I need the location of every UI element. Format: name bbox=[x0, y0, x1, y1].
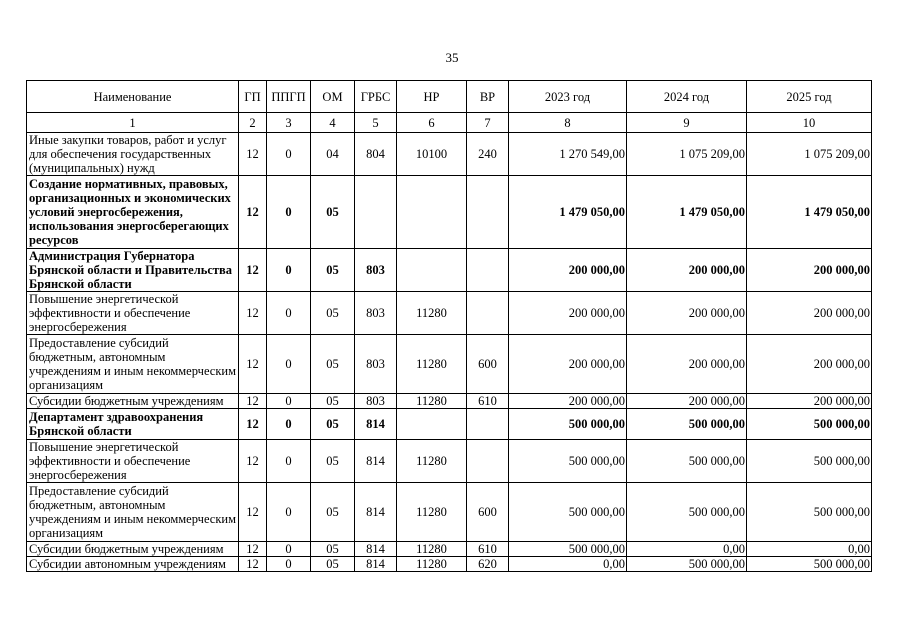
row-vr-cell bbox=[467, 440, 509, 483]
row-vr-cell bbox=[467, 249, 509, 292]
row-ppgp-cell: 0 bbox=[267, 176, 311, 249]
table-row bbox=[27, 409, 872, 440]
row-gp-cell: 12 bbox=[239, 394, 267, 409]
row-nr-cell: 11280 bbox=[397, 557, 467, 572]
column-number: 1 bbox=[27, 113, 239, 133]
row-grbs-cell: 803 bbox=[355, 292, 397, 335]
column-header-ppgp: ППГП bbox=[267, 81, 311, 113]
row-name-cell: Иные закупки товаров, работ и услуг для обеспечения государственных (муниципальных) нужд bbox=[27, 133, 239, 176]
row-ppgp-cell: 0 bbox=[267, 483, 311, 542]
column-header-2024: 2024 год bbox=[627, 81, 747, 113]
row-gp-cell: 12 bbox=[239, 409, 267, 440]
column-number: 5 bbox=[355, 113, 397, 133]
row-nr-cell bbox=[397, 176, 467, 249]
row-grbs-cell: 814 bbox=[355, 557, 397, 572]
row-vr-cell: 610 bbox=[467, 394, 509, 409]
table-row bbox=[27, 249, 872, 292]
row-nr-cell: 11280 bbox=[397, 440, 467, 483]
row-grbs-cell: 814 bbox=[355, 440, 397, 483]
row-ppgp-cell: 0 bbox=[267, 249, 311, 292]
row-2023-amount: 200 000,00 bbox=[509, 249, 627, 292]
row-om-cell: 05 bbox=[311, 483, 355, 542]
row-vr-cell bbox=[467, 292, 509, 335]
row-2024-amount: 200 000,00 bbox=[627, 249, 747, 292]
row-grbs-cell bbox=[355, 176, 397, 249]
row-2024-amount: 1 479 050,00 bbox=[627, 176, 747, 249]
row-vr-cell: 240 bbox=[467, 133, 509, 176]
column-number-row bbox=[27, 113, 872, 133]
row-om-cell: 05 bbox=[311, 557, 355, 572]
row-gp-cell: 12 bbox=[239, 249, 267, 292]
column-header-vr: ВР bbox=[467, 81, 509, 113]
row-ppgp-cell: 0 bbox=[267, 409, 311, 440]
row-2024-amount: 200 000,00 bbox=[627, 292, 747, 335]
row-grbs-cell: 814 bbox=[355, 409, 397, 440]
row-2023-amount: 1 270 549,00 bbox=[509, 133, 627, 176]
row-ppgp-cell: 0 bbox=[267, 292, 311, 335]
table-row bbox=[27, 292, 872, 335]
row-ppgp-cell: 0 bbox=[267, 133, 311, 176]
row-2025-amount: 500 000,00 bbox=[747, 440, 872, 483]
row-2023-amount: 500 000,00 bbox=[509, 440, 627, 483]
column-number: 6 bbox=[397, 113, 467, 133]
page-number: 35 bbox=[445, 50, 459, 65]
row-2023-amount: 500 000,00 bbox=[509, 542, 627, 557]
row-2025-amount: 200 000,00 bbox=[747, 394, 872, 409]
row-gp-cell: 12 bbox=[239, 542, 267, 557]
row-2024-amount: 500 000,00 bbox=[627, 440, 747, 483]
row-nr-cell bbox=[397, 249, 467, 292]
row-2024-amount: 500 000,00 bbox=[627, 557, 747, 572]
row-grbs-cell: 803 bbox=[355, 335, 397, 394]
row-name-cell: Повышение энергетической эффективности и обеспечение энергосбережения bbox=[27, 440, 239, 483]
row-vr-cell: 610 bbox=[467, 542, 509, 557]
budget-table bbox=[26, 80, 872, 572]
row-nr-cell: 11280 bbox=[397, 542, 467, 557]
column-number: 3 bbox=[267, 113, 311, 133]
row-ppgp-cell: 0 bbox=[267, 440, 311, 483]
column-header-2025: 2025 год bbox=[747, 81, 872, 113]
row-vr-cell bbox=[467, 409, 509, 440]
row-2023-amount: 500 000,00 bbox=[509, 483, 627, 542]
row-2024-amount: 200 000,00 bbox=[627, 335, 747, 394]
row-om-cell: 05 bbox=[311, 440, 355, 483]
column-number: 9 bbox=[627, 113, 747, 133]
row-om-cell: 04 bbox=[311, 133, 355, 176]
row-nr-cell: 10100 bbox=[397, 133, 467, 176]
row-2024-amount: 1 075 209,00 bbox=[627, 133, 747, 176]
row-ppgp-cell: 0 bbox=[267, 394, 311, 409]
row-name-cell: Департамент здравоохранения Брянской области bbox=[27, 409, 239, 440]
column-header-name: Наименование bbox=[27, 81, 239, 113]
row-2023-amount: 200 000,00 bbox=[509, 394, 627, 409]
row-2025-amount: 500 000,00 bbox=[747, 483, 872, 542]
table-row bbox=[27, 133, 872, 176]
row-2023-amount: 0,00 bbox=[509, 557, 627, 572]
row-nr-cell: 11280 bbox=[397, 292, 467, 335]
column-number: 7 bbox=[467, 113, 509, 133]
row-2025-amount: 200 000,00 bbox=[747, 335, 872, 394]
row-name-cell: Повышение энергетической эффективности и обеспечение энергосбережения bbox=[27, 292, 239, 335]
row-gp-cell: 12 bbox=[239, 292, 267, 335]
column-header-om: ОМ bbox=[311, 81, 355, 113]
row-vr-cell: 600 bbox=[467, 483, 509, 542]
row-2024-amount: 500 000,00 bbox=[627, 483, 747, 542]
row-om-cell: 05 bbox=[311, 394, 355, 409]
row-name-cell: Субсидии бюджетным учреждениям bbox=[27, 394, 239, 409]
row-gp-cell: 12 bbox=[239, 176, 267, 249]
table-row bbox=[27, 440, 872, 483]
row-gp-cell: 12 bbox=[239, 335, 267, 394]
column-number: 10 bbox=[747, 113, 872, 133]
row-2023-amount: 1 479 050,00 bbox=[509, 176, 627, 249]
column-header-grbs: ГРБС bbox=[355, 81, 397, 113]
row-2025-amount: 0,00 bbox=[747, 542, 872, 557]
row-name-cell: Предоставление субсидий бюджетным, автономным учреждениям и иным некоммерческим организациям bbox=[27, 335, 239, 394]
row-gp-cell: 12 bbox=[239, 483, 267, 542]
row-gp-cell: 12 bbox=[239, 133, 267, 176]
row-name-cell: Субсидии бюджетным учреждениям bbox=[27, 542, 239, 557]
row-gp-cell: 12 bbox=[239, 440, 267, 483]
row-2023-amount: 200 000,00 bbox=[509, 335, 627, 394]
row-name-cell: Администрация Губернатора Брянской области и Правительства Брянской области bbox=[27, 249, 239, 292]
table-row bbox=[27, 335, 872, 394]
row-nr-cell: 11280 bbox=[397, 483, 467, 542]
row-2024-amount: 200 000,00 bbox=[627, 394, 747, 409]
row-grbs-cell: 803 bbox=[355, 394, 397, 409]
column-number: 4 bbox=[311, 113, 355, 133]
column-number: 2 bbox=[239, 113, 267, 133]
row-2025-amount: 500 000,00 bbox=[747, 557, 872, 572]
row-gp-cell: 12 bbox=[239, 557, 267, 572]
row-om-cell: 05 bbox=[311, 249, 355, 292]
column-header-gp: ГП bbox=[239, 81, 267, 113]
row-2025-amount: 1 479 050,00 bbox=[747, 176, 872, 249]
row-nr-cell: 11280 bbox=[397, 335, 467, 394]
row-nr-cell bbox=[397, 409, 467, 440]
row-name-cell: Предоставление субсидий бюджетным, автономным учреждениям и иным некоммерческим организациям bbox=[27, 483, 239, 542]
row-grbs-cell: 814 bbox=[355, 542, 397, 557]
row-om-cell: 05 bbox=[311, 176, 355, 249]
row-grbs-cell: 804 bbox=[355, 133, 397, 176]
row-2024-amount: 0,00 bbox=[627, 542, 747, 557]
table-row bbox=[27, 557, 872, 572]
row-ppgp-cell: 0 bbox=[267, 542, 311, 557]
row-2023-amount: 500 000,00 bbox=[509, 409, 627, 440]
column-header-nr: НР bbox=[397, 81, 467, 113]
row-vr-cell: 600 bbox=[467, 335, 509, 394]
column-header-2023: 2023 год bbox=[509, 81, 627, 113]
row-2025-amount: 200 000,00 bbox=[747, 292, 872, 335]
column-number: 8 bbox=[509, 113, 627, 133]
table-row bbox=[27, 483, 872, 542]
row-om-cell: 05 bbox=[311, 409, 355, 440]
row-name-cell: Субсидии автономным учреждениям bbox=[27, 557, 239, 572]
row-vr-cell bbox=[467, 176, 509, 249]
row-grbs-cell: 803 bbox=[355, 249, 397, 292]
row-nr-cell: 11280 bbox=[397, 394, 467, 409]
table-row bbox=[27, 176, 872, 249]
row-ppgp-cell: 0 bbox=[267, 557, 311, 572]
row-2025-amount: 200 000,00 bbox=[747, 249, 872, 292]
row-om-cell: 05 bbox=[311, 542, 355, 557]
row-om-cell: 05 bbox=[311, 335, 355, 394]
row-om-cell: 05 bbox=[311, 292, 355, 335]
row-name-cell: Создание нормативных, правовых, организационных и экономических условий энергосбережения, использования энергосберегающих ресурсов bbox=[27, 176, 239, 249]
row-2025-amount: 500 000,00 bbox=[747, 409, 872, 440]
row-vr-cell: 620 bbox=[467, 557, 509, 572]
row-grbs-cell: 814 bbox=[355, 483, 397, 542]
row-ppgp-cell: 0 bbox=[267, 335, 311, 394]
table-row bbox=[27, 394, 872, 409]
row-2024-amount: 500 000,00 bbox=[627, 409, 747, 440]
header-row bbox=[27, 81, 872, 113]
table-row bbox=[27, 542, 872, 557]
row-2025-amount: 1 075 209,00 bbox=[747, 133, 872, 176]
row-2023-amount: 200 000,00 bbox=[509, 292, 627, 335]
